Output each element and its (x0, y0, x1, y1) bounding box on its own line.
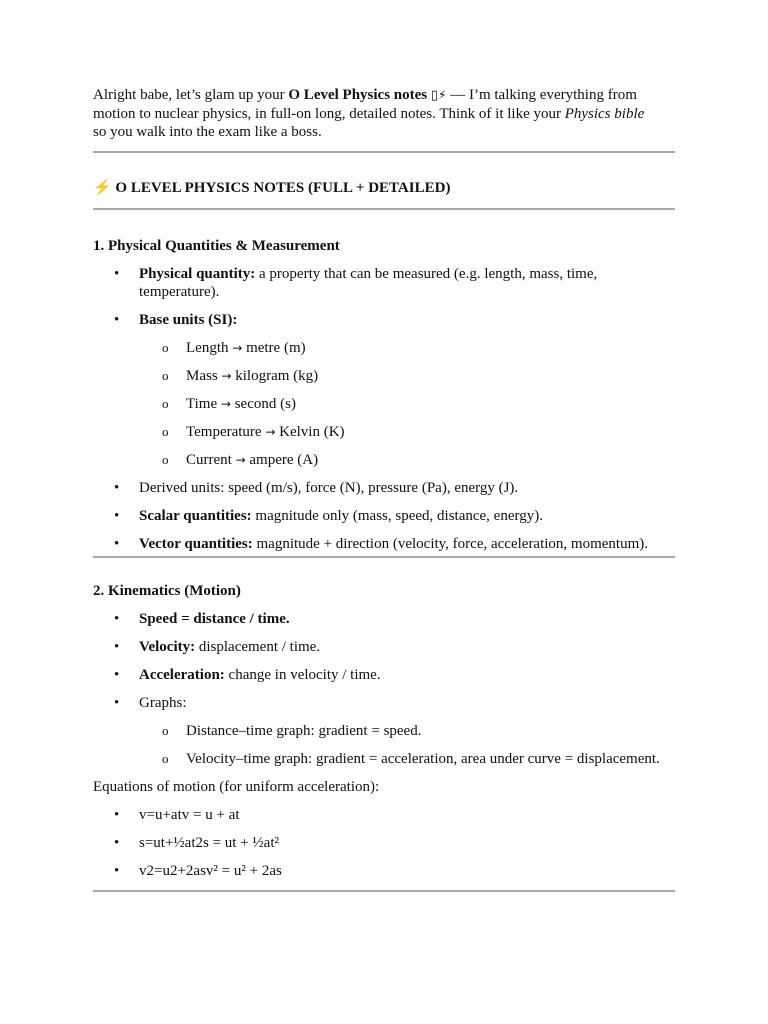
horizontal-rule (93, 890, 675, 892)
intro-text-3: so you walk into the exam like a boss. (93, 124, 322, 140)
term: Velocity: (139, 639, 196, 655)
section-1-list (93, 265, 675, 553)
base-units-sublist (139, 339, 675, 469)
sub-list-item: o Distance–time graph: gradient = speed. (93, 722, 675, 740)
intro-paragraph (93, 86, 675, 141)
horizontal-rule (93, 556, 675, 558)
missing-glyph-icon: ▯ (430, 88, 439, 103)
lightning-emoji: ⚡ (438, 88, 447, 102)
sub-list-item (93, 339, 675, 357)
intro-text-1: Alright babe, let’s glam up your (93, 87, 289, 103)
definition: magnitude only (mass, speed, distance, energy). (251, 508, 543, 524)
equation-item: • s=ut+½at2s = ut + ½at² (93, 834, 675, 852)
notes-title: ⚡ O LEVEL PHYSICS NOTES (FULL + DETAILED) (93, 180, 451, 196)
intro-italic-bible: Physics bible (564, 106, 645, 122)
horizontal-rule (93, 151, 675, 153)
list-item (93, 265, 675, 301)
quantity: Current (186, 452, 232, 468)
term: Vector quantities: (139, 536, 253, 552)
section-2-list (93, 610, 675, 768)
term: Scalar quantities: (139, 508, 252, 524)
unit: Kelvin (K) (279, 424, 345, 440)
list-item (93, 535, 675, 553)
section-1-heading: 1. Physical Quantities & Measurement (93, 238, 340, 254)
sub-list-item (93, 451, 675, 469)
sub-list-item (93, 395, 675, 413)
list-item (93, 311, 675, 469)
unit: second (s) (234, 396, 296, 412)
term: Acceleration: (139, 667, 225, 683)
derived-units-text: Derived units: speed (m/s), force (N), pressure (Pa), energy (J). (139, 480, 519, 496)
definition: change in velocity / time. (224, 667, 381, 683)
unit: kilogram (kg) (235, 368, 319, 384)
horizontal-rule (93, 208, 675, 210)
unit: ampere (A) (249, 452, 319, 468)
list-item (93, 507, 675, 525)
document-page (93, 86, 675, 892)
term: Physical quantity: (139, 266, 256, 282)
quantity: Temperature (186, 424, 262, 440)
list-item (93, 694, 675, 768)
unit: metre (m) (246, 340, 306, 356)
definition: displacement / time. (195, 639, 321, 655)
equations-intro: Equations of motion (for uniform acceleration): (93, 779, 380, 795)
quantity: Length (186, 340, 229, 356)
graphs-label: Graphs: (139, 695, 187, 711)
list-item (93, 479, 675, 497)
definition: magnitude + direction (velocity, force, acceleration, momentum). (252, 536, 649, 552)
intro-bold-notes: O Level Physics notes (288, 87, 428, 103)
equations-list (93, 806, 675, 880)
section-2-heading: 2. Kinematics (Motion) (93, 583, 241, 599)
sub-list-item: o Velocity–time graph: gradient = acceleration, area under curve = displacement. (93, 750, 675, 768)
arrow-icon: → (265, 425, 276, 439)
quantity: Time (186, 396, 218, 412)
intro-text-2: — I’m talking everything from motion to nuclear physics, in full-on long, detailed notes. Think of it like your (93, 87, 637, 122)
speed-formula: Speed = distance / time. (139, 611, 290, 627)
list-item (93, 638, 675, 656)
arrow-icon: → (232, 341, 243, 355)
equation-item: • v2=u2+2asv² = u² + 2as (93, 862, 675, 880)
definition: a property that can be measured (e.g. length, mass, time, temperature). (139, 266, 598, 300)
arrow-icon: → (235, 453, 246, 467)
term: Base units (SI): (139, 312, 238, 328)
arrow-icon: → (221, 369, 232, 383)
graphs-sublist (139, 722, 675, 768)
equation-item: • v=u+atv = u + at (93, 806, 675, 824)
arrow-icon: → (220, 397, 231, 411)
list-item (93, 666, 675, 684)
sub-list-item (93, 367, 675, 385)
sub-list-item (93, 423, 675, 441)
quantity: Mass (186, 368, 218, 384)
list-item (93, 610, 675, 628)
